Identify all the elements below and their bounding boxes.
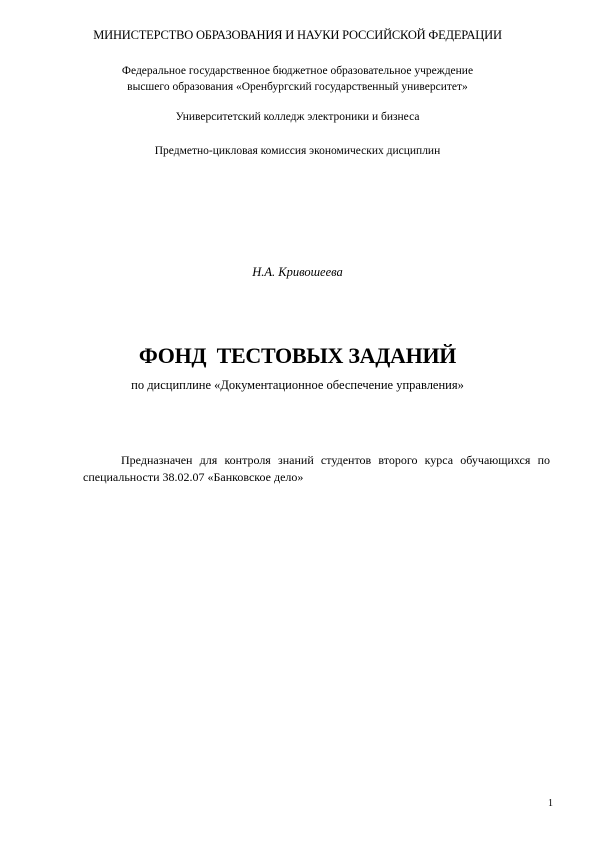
author-name: Н.А. Кривошеева: [252, 265, 343, 279]
commission-name: Предметно-цикловая комиссия экономических дисциплин: [154, 145, 441, 157]
ministry-header: МИНИСТЕРСТВО ОБРАЗОВАНИЯ И НАУКИ РОССИЙСКОЙ ФЕДЕРАЦИИ: [93, 28, 502, 42]
college-name: Университетский колледж электроники и бизнеса: [175, 111, 420, 123]
document-subtitle: по дисциплине «Документационное обеспечение управления»: [131, 378, 464, 392]
purpose-paragraph: Предназначен для контроля знаний студентов второго курса обучающихся по специальности 38.02.07 «Банковское дело»: [83, 453, 550, 484]
institution-line-2: высшего образования «Оренбургский государственный университет»: [127, 81, 468, 93]
page-number: 1: [548, 798, 553, 809]
institution-line-1: Федеральное государственное бюджетное образовательное учреждение: [121, 65, 474, 77]
document-title: ФОНД ТЕСТОВЫХ ЗАДАНИЙ: [138, 343, 457, 368]
